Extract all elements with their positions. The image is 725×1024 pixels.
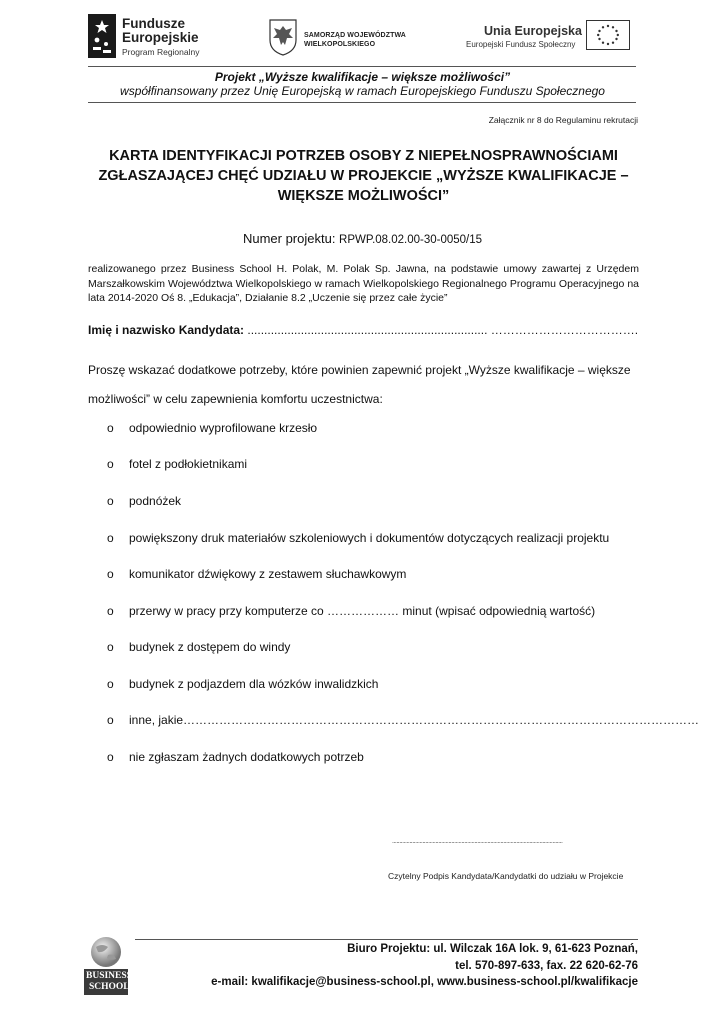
option-label: podnóżek (129, 494, 182, 508)
title-line1: KARTA IDENTYFIKACJI POTRZEB OSOBY Z NIEPEŁNOSPRAWNOŚCIAMI (109, 148, 618, 164)
fundusze-line1: Fundusze (122, 16, 185, 31)
project-divider (88, 102, 636, 103)
header-divider (88, 66, 636, 67)
option-label: budynek z podjazdem dla wózków inwalidzkich (129, 677, 379, 691)
business-school-logo (82, 935, 130, 995)
candidate-name-label: Imię i nazwisko Kandydata: (88, 323, 245, 337)
request-paragraph: Proszę wskazać dodatkowe potrzeby, które powinien zapewnić projekt „Wyższe kwalifikacje – większe możliwości” w celu zapewnienia komfortu uczestnictwa: (88, 363, 631, 406)
project-number (0, 231, 725, 246)
fundusze-europejskie-logo (88, 14, 228, 62)
bullet-icon: o (107, 713, 114, 727)
attachment-note: Załącznik nr 8 do Regulaminu rekrutacji (488, 115, 638, 125)
eagle-crest-icon (268, 18, 298, 56)
samorzad-logo (268, 18, 408, 58)
samorzad-line2: WIELKOPOLSKIEGO (304, 41, 376, 48)
option-label: odpowiednio wyprofilowane krzesło (129, 421, 318, 435)
bullet-icon: o (107, 494, 114, 508)
option-label: fotel z podłokietnikami (129, 457, 248, 471)
efs-label: Europejski Fundusz Społeczny (466, 40, 576, 49)
signature-line: ...................................................................................................................... (392, 838, 563, 845)
cofinance-line: współfinansowany przez Unię Europejską w ramach Europejskiego Funduszu Społecznego (120, 84, 605, 98)
footer-address: Biuro Projektu: ul. Wilczak 16A lok. 9, 61-623 Poznań, (347, 943, 638, 955)
fundusze-mark-icon (88, 14, 116, 58)
candidate-name-field (88, 323, 638, 337)
bullet-icon: o (107, 677, 114, 691)
footer-contact: e-mail: kwalifikacje@business-school.pl, www.business-school.pl/kwalifikacje (211, 976, 638, 988)
project-name-line: Projekt „Wyższe kwalifikacje – większe możliwości” (214, 70, 511, 84)
business-logo-line2: SCHOOL (89, 982, 130, 992)
footer-phone: tel. 570-897-633, fax. 22 620-62-76 (455, 960, 638, 972)
bullet-icon: o (107, 567, 114, 581)
option-label: komunikator dźwiękowy z zestawem słuchawkowym (129, 567, 407, 581)
candidate-name-dots: ........................................................................ ………………………………. (244, 323, 639, 337)
bullet-icon: o (107, 421, 114, 435)
samorzad-line1: SAMORZĄD WOJEWÓDZTWA (304, 32, 406, 39)
option-label: nie zgłaszam żadnych dodatkowych potrzeb (129, 750, 364, 764)
option-label: budynek z dostępem do windy (129, 640, 291, 654)
bullet-icon: o (107, 640, 114, 654)
fundusze-line3: Program Regionalny (122, 47, 200, 57)
bullet-icon: o (107, 604, 114, 618)
project-number-label: Numer projektu: (242, 231, 340, 246)
intro-paragraph: realizowanego przez Business School H. Polak, M. Polak Sp. Jawna, na podstawie umowy zawartej z Urzędem Marszałkowskim Województwa Wielkopolskiego w ramach Wielkopolskiego Regionalnego Programu Operacyjnego na lata 2014-2020 Oś 8. „Edukacja”, Działanie 8.2 „Uczenie się przez całe życie” (88, 263, 639, 304)
bullet-icon: o (107, 750, 114, 764)
business-logo-line1: BUSINESS (86, 971, 132, 981)
title-line2: ZGŁASZAJĄCEJ CHĘĆ UDZIAŁU W PROJEKCIE „WYŻSZE KWALIFIKACJE – (98, 168, 629, 184)
bullet-icon: o (107, 457, 114, 471)
option-label: inne, jakie………………………………………………………………………………………………………………… (129, 713, 700, 727)
bullet-icon: o (107, 531, 114, 545)
project-number-value: RPWP.08.02.00-30-0050/15 (339, 234, 483, 246)
footer-divider (135, 939, 638, 940)
title-line3: WIĘKSZE MOŻLIWOŚCI” (277, 188, 450, 204)
document-title (96, 146, 631, 206)
option-label: powiększony druk materiałów szkoleniowych i dokumentów dotyczących realizacji projektu (129, 531, 610, 545)
option-label: przerwy w pracy przy komputerze co ……………… minut (wpisać odpowiednią wartość) (129, 604, 596, 618)
fundusze-line2: Europejskie (122, 30, 199, 45)
signature-caption: Czytelny Podpis Kandydata/Kandydatki do udziału w Projekcie (388, 871, 624, 881)
unia-europejska-label: Unia Europejska (484, 24, 582, 38)
eu-flag-icon (586, 20, 630, 50)
